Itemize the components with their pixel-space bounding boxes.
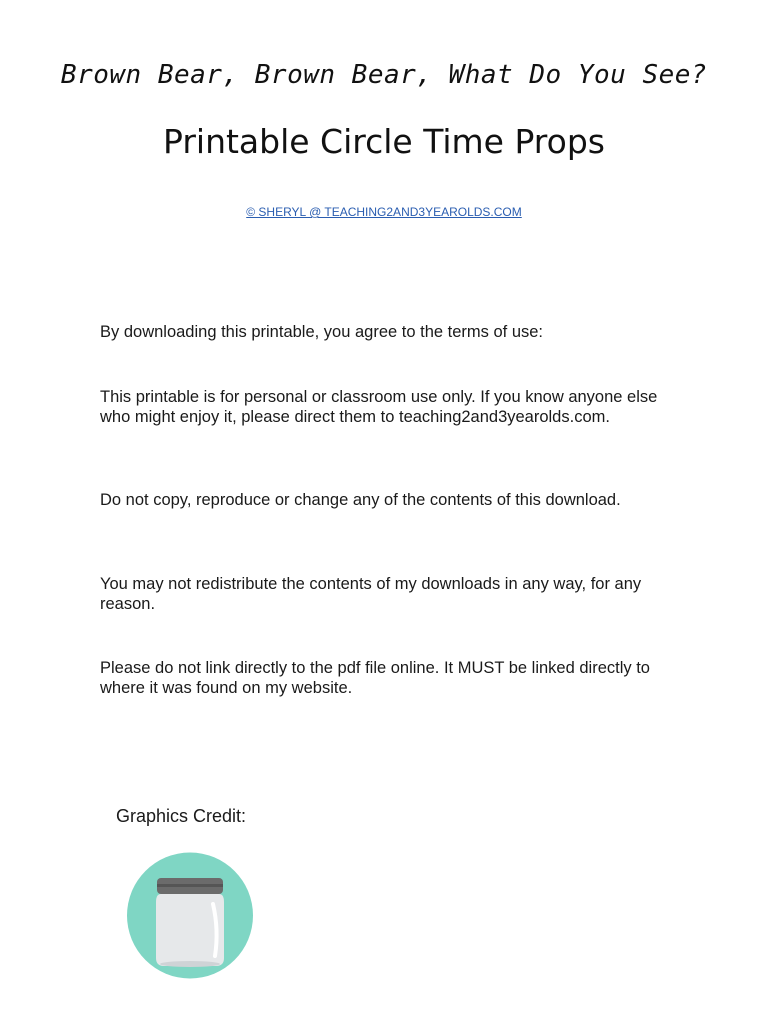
jar-icon	[127, 850, 253, 981]
copyright-link[interactable]: © SHERYL @ TEACHING2AND3YEAROLDS.COM	[246, 205, 522, 219]
terms-item: This printable is for personal or classroom use only. If you know anyone else who might enjoy it, please direct them to teaching2and3yearolds.com.	[100, 388, 658, 426]
terms-item: Do not copy, reproduce or change any of the contents of this download.	[100, 491, 621, 509]
page-subtitle: Printable Circle Time Props	[163, 122, 605, 161]
terms-item: Please do not link directly to the pdf file online. It MUST be linked directly to where it was found on my website.	[100, 659, 650, 697]
terms-item: You may not redistribute the contents of my downloads in any way, for any reason.	[100, 575, 642, 613]
page-title: Brown Bear, Brown Bear, What Do You See?	[60, 60, 708, 90]
terms-intro: By downloading this printable, you agree to the terms of use:	[100, 323, 544, 341]
graphics-credit-label: Graphics Credit:	[116, 806, 247, 826]
